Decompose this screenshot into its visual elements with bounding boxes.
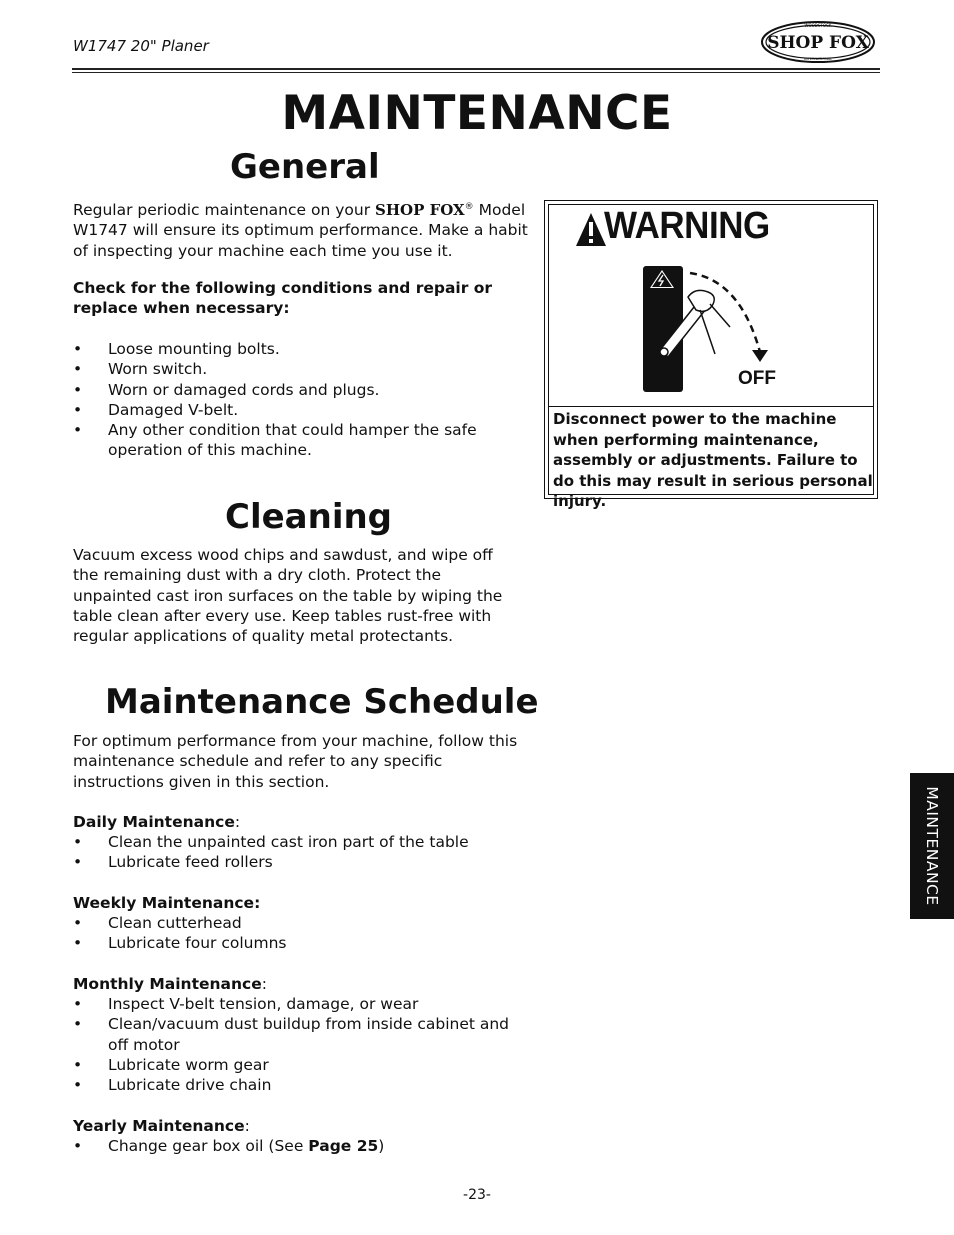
intro-text-2: Model W1747 will ensure its optimum performance. Make a habit of inspecting your machine each time you use it. — [73, 201, 528, 260]
yearly-item-text: Change gear box oil (See — [108, 1137, 309, 1155]
warning-title: WARNING — [604, 205, 770, 247]
intro-text: Regular periodic maintenance on your — [73, 201, 375, 220]
list-item: • Loose mounting bolts. — [73, 339, 493, 359]
daily-label: Daily Maintenance: — [73, 813, 241, 831]
list-item: • Clean cutterhead — [73, 913, 518, 933]
header-rule-thin — [72, 72, 880, 73]
list-item: • Clean the unpainted cast iron part of the table — [73, 832, 518, 852]
section-side-tab — [910, 773, 954, 919]
list-item — [73, 1136, 518, 1156]
cleaning-text: Vacuum excess wood chips and sawdust, and wipe off the remaining dust with a dry cloth. Protect the unpainted cast iron surfaces on the table by wiping the table clean after every use. Keep tables rust-free with regular applications of quality metal protectants. — [73, 546, 503, 646]
list-item: • Worn or damaged cords and plugs. — [73, 380, 493, 400]
monthly-label: Monthly Maintenance: — [73, 975, 267, 993]
page-reference: Page 25 — [308, 1137, 379, 1155]
daily-list — [73, 832, 518, 873]
warning-divider — [548, 406, 874, 407]
logo-small-top: WOODSTOCK — [804, 23, 832, 28]
registered-mark: ® — [464, 202, 474, 212]
logo-text: SHOP FOX — [767, 33, 869, 53]
schedule-intro: For optimum performance from your machine, follow this maintenance schedule and refer to any specific instructions given in this section. — [73, 732, 518, 791]
schedule-heading: Maintenance Schedule — [105, 682, 539, 722]
list-item: • Lubricate drive chain — [73, 1075, 518, 1095]
list-item: • Lubricate feed rollers — [73, 852, 518, 872]
weekly-label: Weekly Maintenance: — [73, 894, 261, 912]
header-model: W1747 20" Planer — [73, 37, 209, 55]
logo-small-bottom: INTERNATIONAL — [803, 57, 833, 61]
list-item: • Lubricate four columns — [73, 933, 518, 953]
weekly-list — [73, 913, 518, 954]
general-list — [73, 339, 493, 461]
monthly-label-text: Monthly Maintenance — [73, 975, 262, 993]
intro-brand: SHOP FOX — [375, 201, 465, 220]
warning-text: Disconnect power to the machine when performing maintenance, assembly or adjustments. Failure to do this may result in serious personal injury. — [553, 410, 873, 510]
off-label: OFF — [738, 368, 776, 389]
general-intro — [73, 197, 528, 261]
header-rule — [72, 68, 880, 70]
side-tab-label: MAINTENANCE — [923, 786, 941, 906]
warning-triangle-icon — [575, 211, 607, 249]
list-item: • Inspect V-belt tension, damage, or wear — [73, 994, 518, 1014]
yearly-label: Yearly Maintenance: — [73, 1117, 250, 1135]
daily-label-text: Daily Maintenance — [73, 813, 235, 831]
cleaning-heading: Cleaning — [225, 497, 393, 537]
yearly-label-text: Yearly Maintenance — [73, 1117, 245, 1135]
monthly-list — [73, 994, 518, 1095]
shop-fox-logo — [760, 20, 876, 64]
yearly-list — [73, 1136, 518, 1156]
page-number: -23- — [463, 1187, 491, 1203]
list-item: • Worn switch. — [73, 359, 493, 379]
general-heading: General — [230, 147, 380, 187]
check-heading: Check for the following conditions and repair or replace when necessary: — [73, 279, 493, 318]
list-item: • Lubricate worm gear — [73, 1055, 518, 1075]
list-item: • Damaged V-belt. — [73, 400, 493, 420]
page-title: MAINTENANCE — [281, 86, 673, 141]
list-item: • Any other condition that could hamper the safe operation of this machine. — [73, 420, 493, 461]
yearly-item-close: ) — [378, 1137, 385, 1155]
list-item: • Clean/vacuum dust buildup from inside cabinet and off motor — [73, 1014, 518, 1055]
power-switch-off-icon — [640, 262, 790, 397]
